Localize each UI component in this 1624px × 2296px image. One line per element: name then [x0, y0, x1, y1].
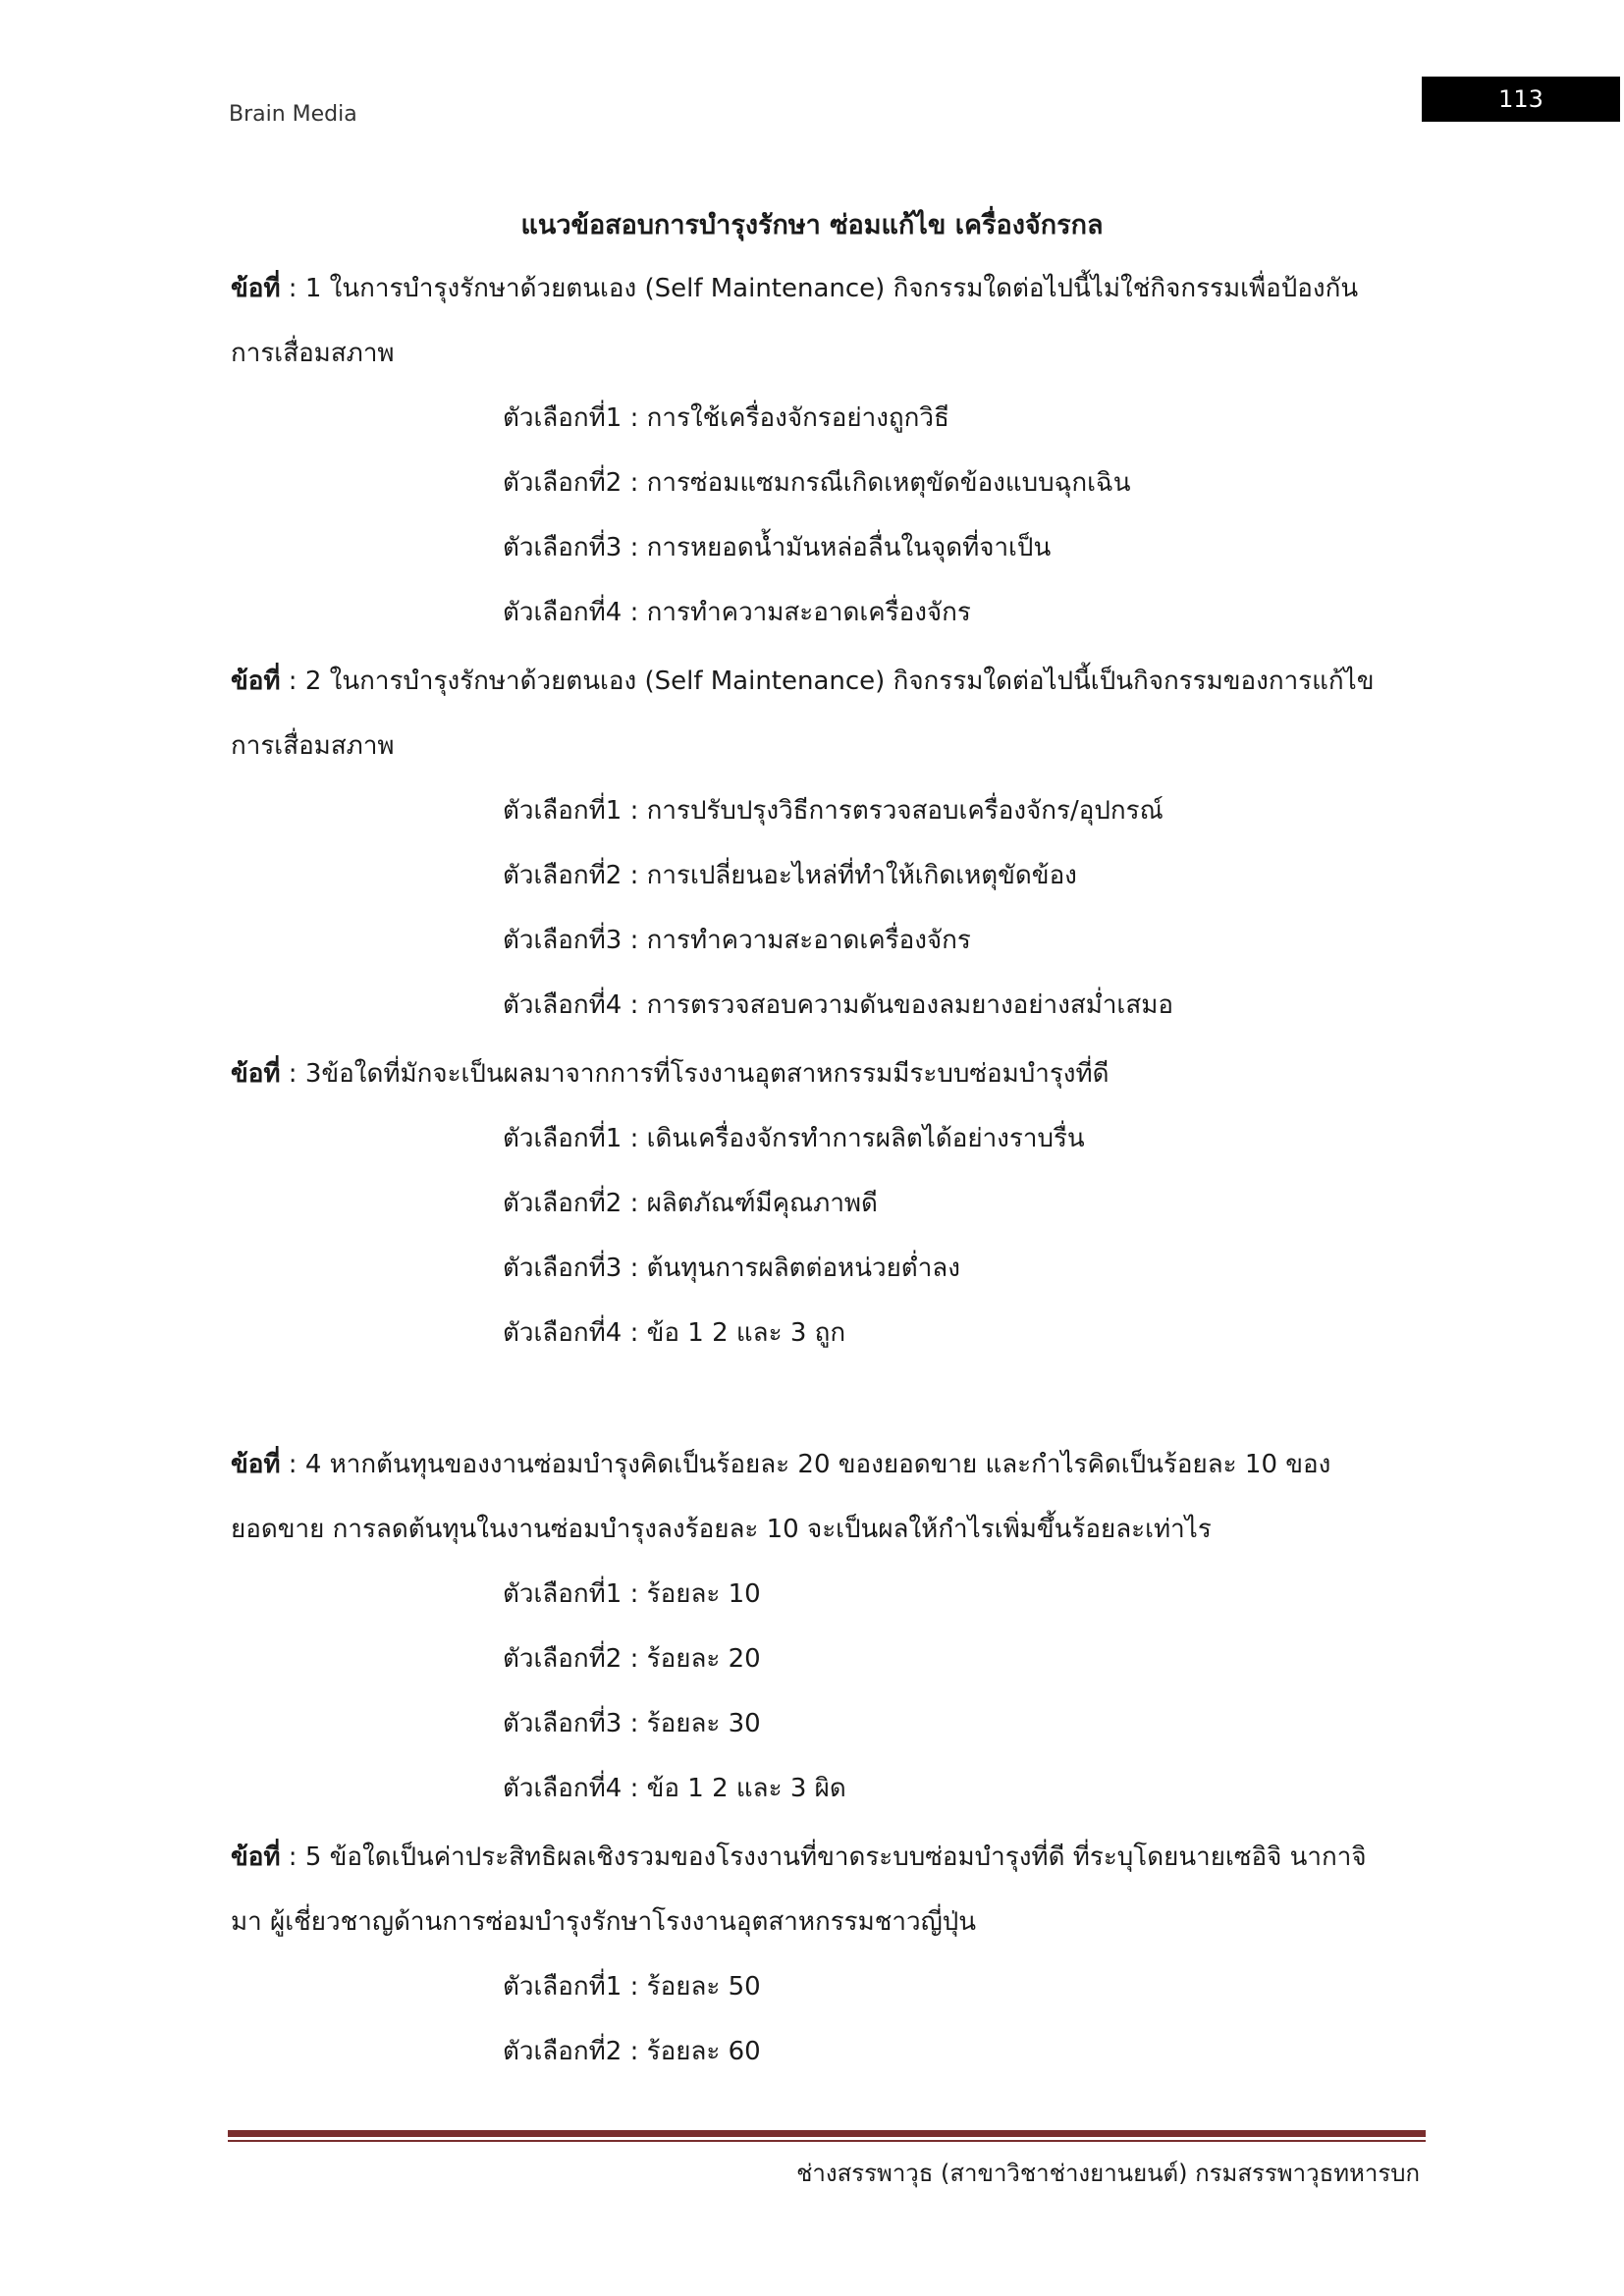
question-2-line-1	[231, 664, 1375, 699]
question-3-option-1: ตัวเลือกที่1 : เดินเครื่องจักรทำการผลิตได้อย่างราบรื่น	[503, 1124, 1085, 1153]
question-2-option-2: ตัวเลือกที่2 : การเปลี่ยนอะไหล่ที่ทำให้เกิดเหตุขัดข้อง	[503, 861, 1077, 890]
question-3-option-3: ตัวเลือกที่3 : ต้นทุนการผลิตต่อหน่วยต่ำลง	[503, 1254, 960, 1283]
question-4-option-1: ตัวเลือกที่1 : ร้อยละ 10	[503, 1579, 761, 1609]
question-prefix: ข้อที่	[231, 274, 281, 303]
question-prefix: ข้อที่	[231, 1450, 281, 1479]
question-4-option-2: ตัวเลือกที่2 : ร้อยละ 20	[503, 1644, 761, 1674]
brand-label: Brain Media	[229, 102, 357, 127]
page-number-badge: 113	[1422, 77, 1620, 122]
footer-text: ช่างสรรพาวุธ (สาขาวิชาช่างยานยนต์) กรมสรรพาวุธทหารบก	[796, 2160, 1420, 2187]
question-5-line-1	[231, 1840, 1367, 1875]
footer-divider-thin	[228, 2140, 1426, 2142]
question-5-option-1: ตัวเลือกที่1 : ร้อยละ 50	[503, 1972, 761, 2002]
question-3-option-4: ตัวเลือกที่4 : ข้อ 1 2 และ 3 ถูก	[503, 1318, 846, 1348]
question-prefix: ข้อที่	[231, 667, 281, 696]
question-text: : 5 ข้อใดเป็นค่าประสิทธิผลเชิงรวมของโรงงานที่ขาดระบบซ่อมบำรุงที่ดี ที่ระบุโดยนายเซอิจิ นากาจิ	[280, 1842, 1367, 1872]
question-2-option-1: ตัวเลือกที่1 : การปรับปรุงวิธีการตรวจสอบเครื่องจักร/อุปกรณ์	[503, 796, 1164, 826]
question-4-option-3: ตัวเลือกที่3 : ร้อยละ 30	[503, 1709, 761, 1738]
question-prefix: ข้อที่	[231, 1842, 281, 1872]
question-1-option-1: ตัวเลือกที่1 : การใช้เครื่องจักรอย่างถูกวิธี	[503, 403, 949, 433]
question-prefix: ข้อที่	[231, 1059, 281, 1089]
page-title: แนวข้อสอบการบำรุงรักษา ซ่อมแก้ไข เครื่องจักรกล	[520, 210, 1104, 240]
question-text: : 2 ในการบำรุงรักษาด้วยตนเอง (Self Maintenance) กิจกรรมใดต่อไปนี้เป็นกิจกรรมของการแก้ไข	[280, 667, 1375, 696]
question-2-line-2: การเสื่อมสภาพ	[231, 731, 395, 761]
question-text: : 1 ในการบำรุงรักษาด้วยตนเอง (Self Maintenance) กิจกรรมใดต่อไปนี้ไม่ใช่กิจกรรมเพื่อป้องกัน	[280, 274, 1359, 303]
question-text: : 4 หากต้นทุนของงานซ่อมบำรุงคิดเป็นร้อยละ 20 ของยอดขาย และกำไรคิดเป็นร้อยละ 10 ของ	[280, 1450, 1331, 1479]
question-4-line-2: ยอดขาย การลดต้นทุนในงานซ่อมบำรุงลงร้อยละ 10 จะเป็นผลให้กำไรเพิ่มขึ้นร้อยละเท่าไร	[231, 1515, 1212, 1544]
question-5-option-2: ตัวเลือกที่2 : ร้อยละ 60	[503, 2037, 761, 2066]
question-1-option-2: ตัวเลือกที่2 : การซ่อมแซมกรณีเกิดเหตุขัดข้องแบบฉุกเฉิน	[503, 468, 1131, 498]
question-1-line-2: การเสื่อมสภาพ	[231, 339, 395, 368]
question-4-option-4: ตัวเลือกที่4 : ข้อ 1 2 และ 3 ผิด	[503, 1774, 846, 1803]
question-text: : 3ข้อใดที่มักจะเป็นผลมาจากการที่โรงงานอุตสาหกรรมมีระบบซ่อมบำรุงที่ดี	[280, 1059, 1110, 1089]
question-2-option-4: ตัวเลือกที่4 : การตรวจสอบความดันของลมยางอย่างสม่ำเสมอ	[503, 990, 1173, 1020]
question-3-option-2: ตัวเลือกที่2 : ผลิตภัณฑ์มีคุณภาพดี	[503, 1189, 878, 1218]
question-2-option-3: ตัวเลือกที่3 : การทำความสะอาดเครื่องจักร	[503, 926, 971, 955]
footer-divider-thick	[228, 2130, 1426, 2137]
question-5-line-2: มา ผู้เชี่ยวชาญด้านการซ่อมบำรุงรักษาโรงงานอุตสาหกรรมชาวญี่ปุ่น	[231, 1907, 977, 1937]
question-4-line-1	[231, 1447, 1330, 1482]
question-1-option-4: ตัวเลือกที่4 : การทำความสะอาดเครื่องจักร	[503, 598, 971, 627]
question-1-line-1	[231, 271, 1358, 306]
question-3-line-1	[231, 1056, 1110, 1092]
question-1-option-3: ตัวเลือกที่3 : การหยอดน้ำมันหล่อลื่นในจุดที่จาเป็น	[503, 533, 1052, 562]
